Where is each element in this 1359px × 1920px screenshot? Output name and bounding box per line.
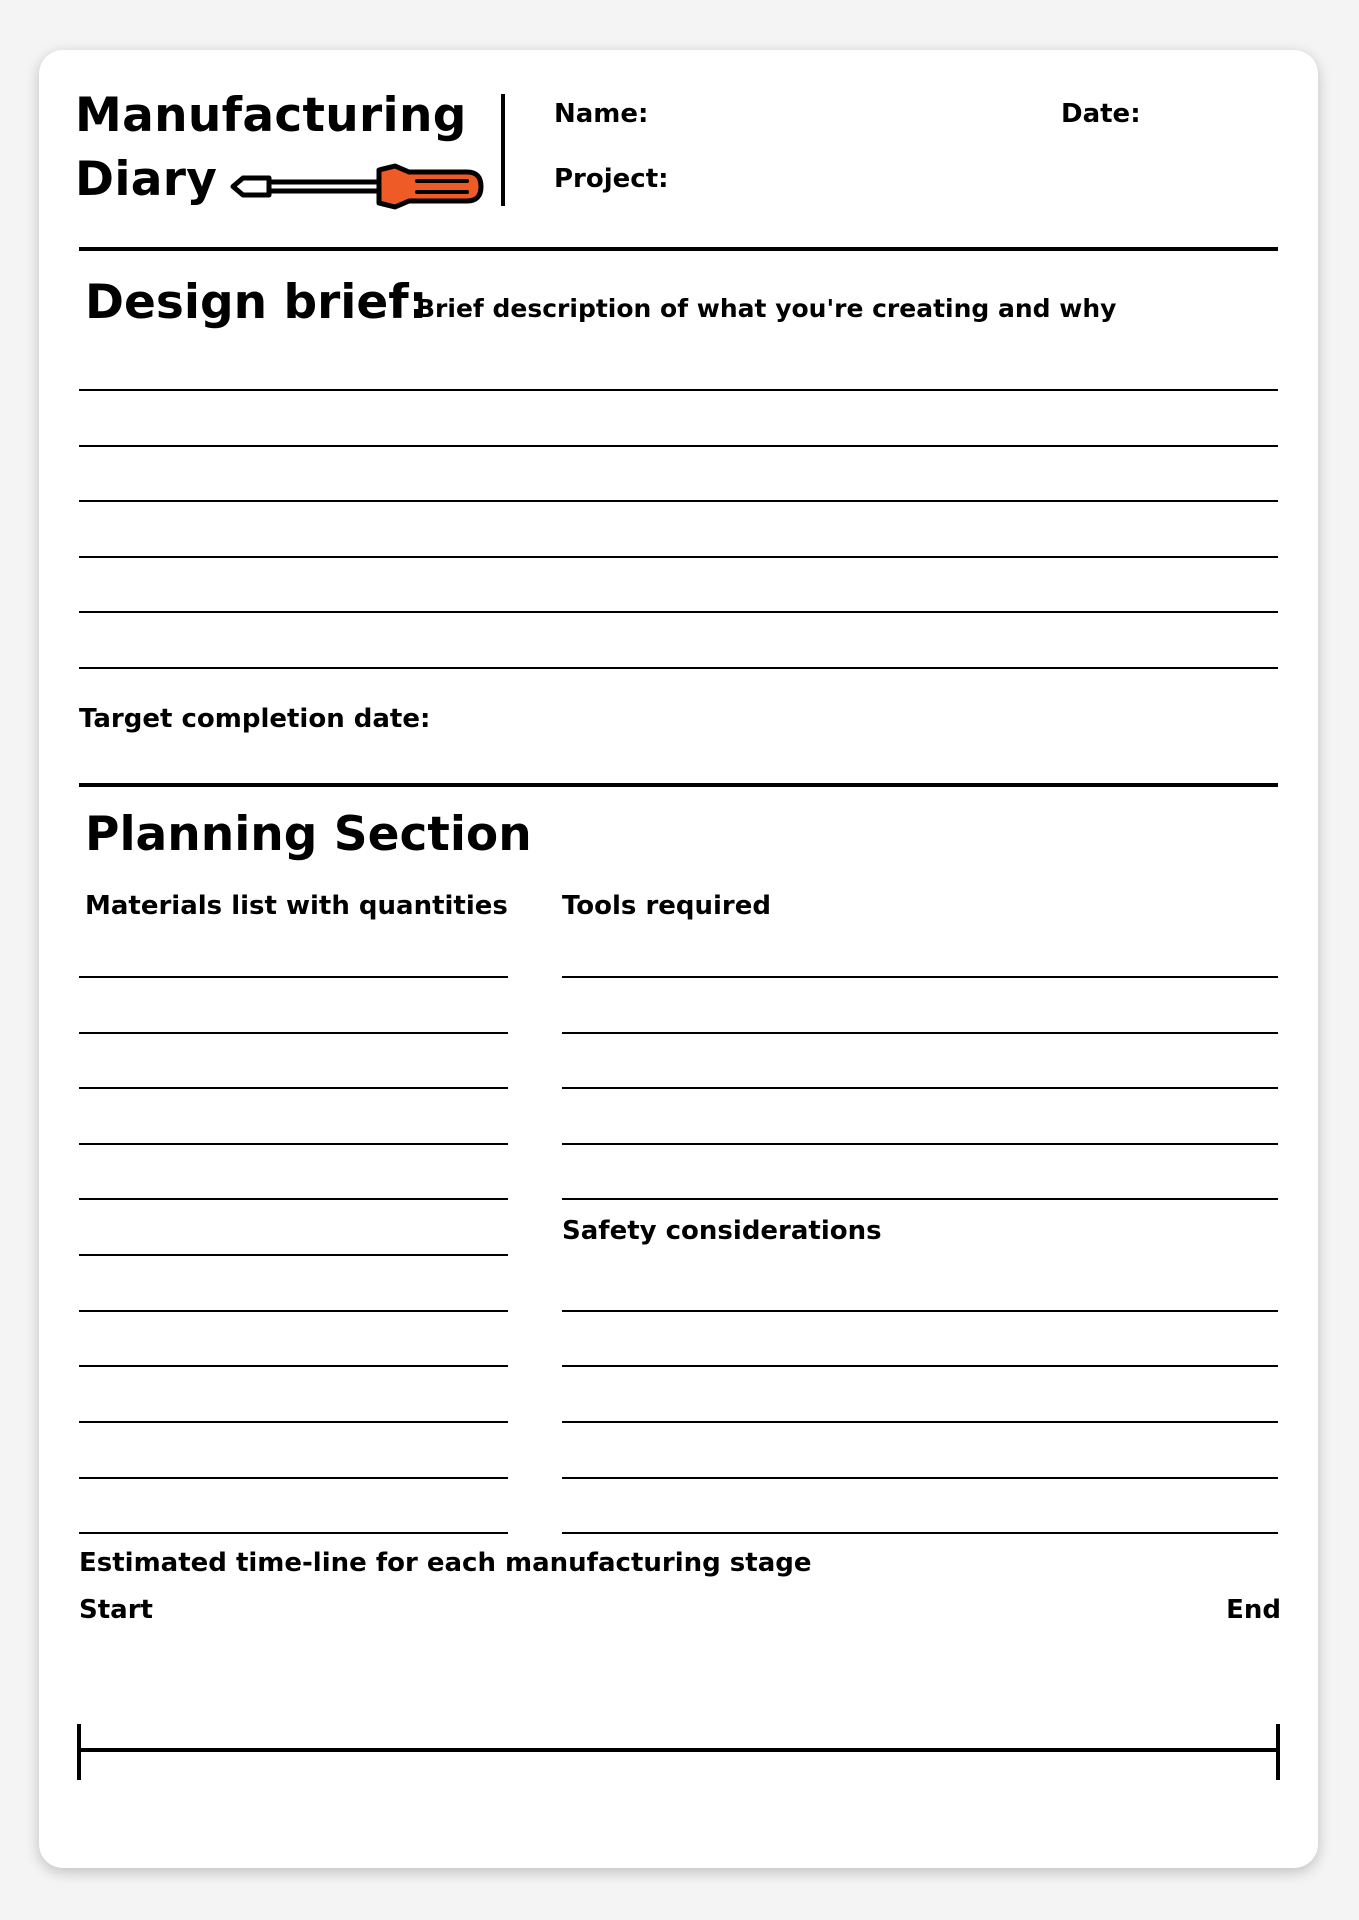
timeline-start-cap (77, 1724, 81, 1780)
materials-writing-line[interactable] (79, 976, 508, 978)
date-label: Date: (1061, 99, 1141, 129)
safety-label: Safety considerations (562, 1216, 882, 1246)
safety-writing-line[interactable] (562, 1421, 1278, 1423)
name-label: Name: (554, 99, 649, 129)
brief-writing-line[interactable] (79, 667, 1278, 669)
tools-writing-line[interactable] (562, 976, 1278, 978)
timeline-start-label: Start (79, 1595, 153, 1625)
header-divider (501, 94, 505, 206)
brief-writing-line[interactable] (79, 556, 1278, 558)
timeline-end-label: End (1226, 1595, 1281, 1625)
header-rule (79, 247, 1278, 251)
section-rule (79, 783, 1278, 787)
materials-writing-line[interactable] (79, 1087, 508, 1089)
brief-writing-line[interactable] (79, 611, 1278, 613)
timeline-end-cap (1276, 1724, 1280, 1780)
brief-writing-line[interactable] (79, 389, 1278, 391)
safety-writing-line[interactable] (562, 1365, 1278, 1367)
materials-label: Materials list with quantities (85, 891, 508, 921)
materials-writing-line[interactable] (79, 1532, 508, 1534)
design-brief-title: Design brief: (85, 275, 428, 330)
safety-writing-line[interactable] (562, 1477, 1278, 1479)
materials-writing-line[interactable] (79, 1310, 508, 1312)
target-completion-label: Target completion date: (79, 704, 431, 734)
tools-writing-line[interactable] (562, 1143, 1278, 1145)
tools-writing-line[interactable] (562, 1198, 1278, 1200)
tools-writing-line[interactable] (562, 1087, 1278, 1089)
tools-label: Tools required (562, 891, 772, 921)
project-label: Project: (554, 164, 669, 194)
timeline-bar[interactable] (79, 1748, 1278, 1752)
timeline-title: Estimated time-line for each manufacturing stage (79, 1548, 812, 1578)
brief-writing-line[interactable] (79, 445, 1278, 447)
design-brief-subtitle: Brief description of what you're creating and why (416, 294, 1117, 323)
brief-writing-line[interactable] (79, 500, 1278, 502)
materials-writing-line[interactable] (79, 1421, 508, 1423)
planning-section-title: Planning Section (85, 807, 532, 862)
title-manufacturing: Manufacturing (75, 88, 467, 143)
materials-writing-line[interactable] (79, 1477, 508, 1479)
screwdriver-icon (229, 160, 489, 216)
materials-writing-line[interactable] (79, 1143, 508, 1145)
safety-writing-line[interactable] (562, 1532, 1278, 1534)
tools-writing-line[interactable] (562, 1032, 1278, 1034)
title-diary: Diary (75, 152, 218, 207)
materials-writing-line[interactable] (79, 1254, 508, 1256)
materials-writing-line[interactable] (79, 1198, 508, 1200)
diary-page (39, 50, 1318, 1868)
materials-writing-line[interactable] (79, 1032, 508, 1034)
safety-writing-line[interactable] (562, 1310, 1278, 1312)
materials-writing-line[interactable] (79, 1365, 508, 1367)
